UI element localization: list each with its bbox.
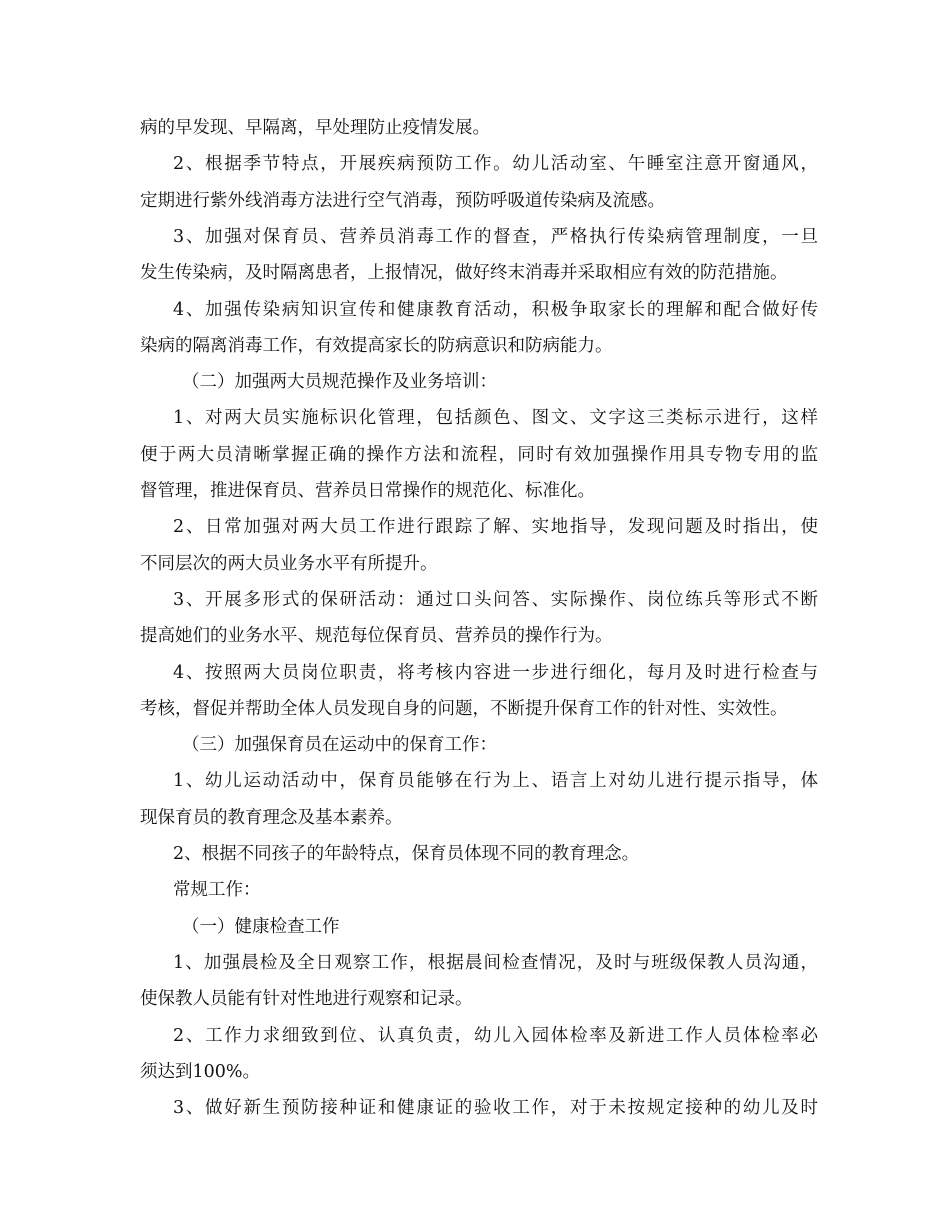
paragraph-line: 病的早发现、早隔离，早处理防止疫情发展。 xyxy=(140,118,490,138)
paragraph-line: 2、根据不同孩子的年龄特点，保育员体现不同的教育理念。 xyxy=(173,844,640,864)
paragraph-line: 便于两大员清晰掌握正确的操作方法和流程，同时有效加强操作用具专物专用的监 xyxy=(140,444,818,465)
paragraph-line: 现保育员的教育理念及基本素养。 xyxy=(140,807,403,828)
paragraph-line: 染病的隔离消毒工作，有效提高家长的防病意识和防病能力。 xyxy=(140,335,613,356)
paragraph-line: 不同层次的两大员业务水平有所提升。 xyxy=(140,553,438,574)
paragraph-line: 定期进行紫外线消毒方法进行空气消毒，预防呼吸道传染病及流感。 xyxy=(140,190,665,211)
paragraph-line: 发生传染病，及时隔离患者，上报情况，做好终末消毒并采取相应有效的防范措施。 xyxy=(140,263,788,284)
paragraph-line: 考核，督促并帮助全体人员发现自身的问题，不断提升保育工作的针对性、实效性。 xyxy=(140,698,788,719)
paragraph-line: 提高她们的业务水平、规范每位保育员、营养员的操作行为。 xyxy=(140,626,613,647)
paragraph-line: 1、幼儿运动活动中，保育员能够在行为上、语言上对幼儿进行提示指导，体 xyxy=(173,771,818,792)
paragraph-line: 4、加强传染病知识宣传和健康教育活动，积极争取家长的理解和配合做好传 xyxy=(173,299,818,320)
paragraph-line: 1、加强晨检及全日观察工作，根据晨间检查情况，及时与班级保教人员沟通， xyxy=(173,952,818,973)
paragraph-line: 4、按照两大员岗位职责，将考核内容进一步进行细化，每月及时进行检查与 xyxy=(173,662,818,683)
paragraph-line: 1、对两大员实施标识化管理，包括颜色、图文、文字这三类标示进行，这样 xyxy=(173,408,818,429)
section-heading: （一）健康检查工作 xyxy=(182,916,340,937)
paragraph-line: 使保教人员能有针对性地进行观察和记录。 xyxy=(140,989,473,1010)
section-heading: （三）加强保育员在运动中的保育工作： xyxy=(182,735,497,756)
paragraph-line: 3、开展多形式的保研活动：通过口头问答、实际操作、岗位练兵等形式不断 xyxy=(173,589,818,610)
section-heading: （二）加强两大员规范操作及业务培训： xyxy=(182,372,497,393)
paragraph-line: 3、加强对保育员、营养员消毒工作的督查，严格执行传染病管理制度，一旦 xyxy=(173,226,818,247)
paragraph-line: 2、日常加强对两大员工作进行跟踪了解、实地指导，发现问题及时指出，使 xyxy=(173,517,818,538)
paragraph-line: 督管理，推进保育员、营养员日常操作的规范化、标准化。 xyxy=(140,481,595,501)
paragraph-line: 3、做好新生预防接种证和健康证的验收工作，对于未按规定接种的幼儿及时 xyxy=(173,1098,818,1119)
paragraph-line: 2、工作力求细致到位、认真负责，幼儿入园体检率及新进工作人员体检率必 xyxy=(173,1025,818,1046)
paragraph-line: 须达到100%。 xyxy=(140,1061,261,1082)
paragraph-line: 2、根据季节特点，开展疾病预防工作。幼儿活动室、午睡室注意开窗通风， xyxy=(173,154,818,175)
section-heading: 常规工作： xyxy=(173,880,261,901)
